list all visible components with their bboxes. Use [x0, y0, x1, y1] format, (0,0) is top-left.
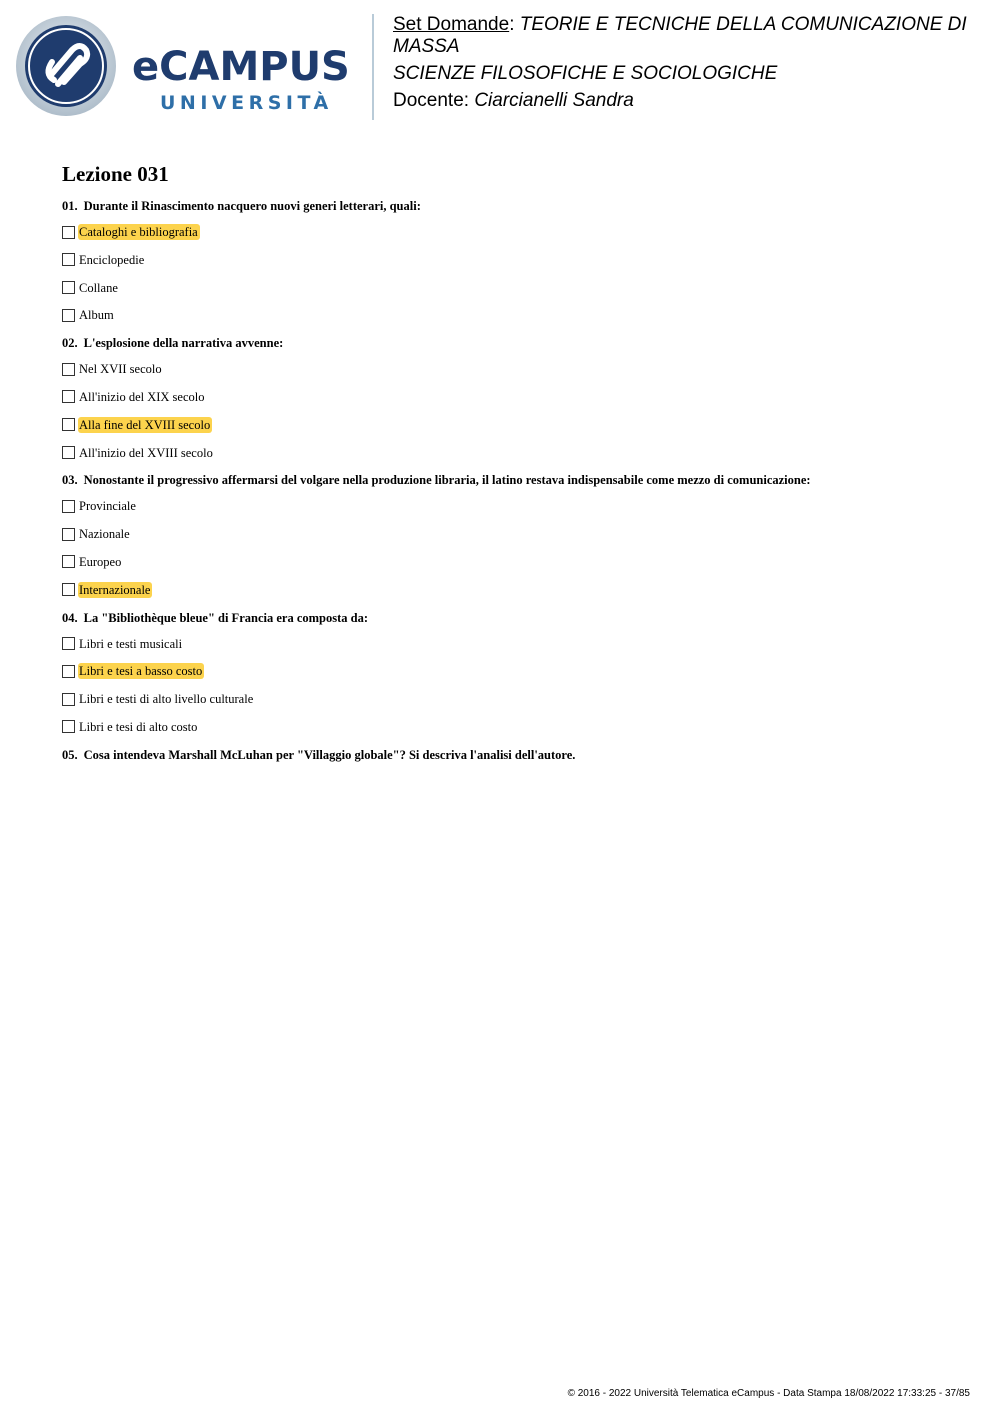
- answer-checkbox[interactable]: [62, 500, 75, 513]
- question-prompt: Durante il Rinascimento nacquero nuovi generi letterari, quali:: [83, 199, 421, 213]
- answer-checkbox[interactable]: [62, 693, 75, 706]
- question-text: [62, 472, 962, 488]
- answer-option[interactable]: [62, 498, 962, 514]
- answer-label: Enciclopedie: [79, 252, 145, 267]
- answer-checkbox[interactable]: [62, 555, 75, 568]
- set-domande-colon: :: [509, 14, 515, 35]
- ecampus-logo: [14, 14, 359, 118]
- answer-checkbox[interactable]: [62, 528, 75, 541]
- lesson-content: [62, 160, 962, 773]
- faculty-name: SCIENZE FILOSOFICHE E SOCIOLOGICHE: [393, 63, 778, 84]
- question-prompt: Nonostante il progressivo affermarsi del volgare nella produzione libraria, il latino restava indispensabile come mezzo di comunicazione:: [83, 473, 811, 488]
- answer-checkbox[interactable]: [62, 665, 75, 678]
- answer-option[interactable]: [62, 636, 962, 652]
- question-prompt: L'esplosione della narrativa avvenne:: [83, 336, 284, 351]
- answer-option[interactable]: [62, 224, 962, 240]
- docente-name: Ciarcianelli Sandra: [474, 90, 634, 111]
- answer-label-highlighted: Alla fine del XVIII secolo: [79, 417, 211, 432]
- answer-label: Europeo: [79, 554, 122, 569]
- course-info: [393, 14, 983, 117]
- question-prompt: La "Bibliothèque bleue" di Francia era composta da:: [83, 610, 368, 625]
- answer-option[interactable]: [62, 417, 962, 433]
- answer-option[interactable]: [62, 582, 962, 598]
- answer-label: Collane: [79, 280, 118, 295]
- answer-label: Provinciale: [79, 499, 136, 514]
- answer-checkbox[interactable]: [62, 583, 75, 596]
- answer-label-highlighted: Cataloghi e bibliografia: [79, 225, 198, 239]
- docente-line: [393, 90, 983, 112]
- question-number: 01.: [62, 199, 78, 213]
- answer-option[interactable]: [62, 280, 962, 296]
- answer-label: Album: [79, 308, 114, 323]
- answer-option[interactable]: [62, 445, 962, 461]
- course-title: TEORIE E TECNICHE DELLA COMUNICAZIONE DI MASSA: [393, 14, 967, 57]
- answer-option[interactable]: [62, 554, 962, 570]
- answer-label: Libri e tesi di alto costo: [79, 719, 198, 734]
- docente-label: Docente:: [393, 90, 470, 111]
- answer-checkbox[interactable]: [62, 418, 75, 431]
- answer-label: Nazionale: [79, 527, 130, 542]
- page-header: [0, 0, 1000, 130]
- header-divider: [372, 14, 374, 120]
- answer-option[interactable]: [62, 307, 962, 323]
- course-title-line: [393, 14, 983, 58]
- answer-label: Nel XVII secolo: [79, 362, 162, 377]
- question-number: 02.: [62, 336, 78, 351]
- answer-option[interactable]: [62, 361, 962, 377]
- answer-label-highlighted: Libri e tesi a basso costo: [79, 664, 203, 679]
- answer-checkbox[interactable]: [62, 390, 75, 403]
- answer-checkbox[interactable]: [62, 309, 75, 322]
- question-3: [62, 472, 962, 597]
- answer-checkbox[interactable]: [62, 253, 75, 266]
- question-text: [62, 610, 962, 626]
- answer-checkbox[interactable]: [62, 363, 75, 376]
- answer-option[interactable]: [62, 389, 962, 405]
- question-number: 04.: [62, 610, 78, 625]
- answer-label: Libri e testi musicali: [79, 636, 183, 651]
- answer-option[interactable]: [62, 252, 962, 268]
- answer-label: All'inizio del XVIII secolo: [79, 445, 213, 460]
- question-prompt: Cosa intendeva Marshall McLuhan per "Villaggio globale"? Si descriva l'analisi dell'autore.: [83, 747, 576, 762]
- question-2: [62, 335, 962, 460]
- question-text: [62, 747, 962, 763]
- question-4: [62, 610, 962, 735]
- faculty-line: [393, 63, 983, 85]
- answer-label: All'inizio del XIX secolo: [79, 389, 205, 404]
- question-5: [62, 747, 962, 763]
- answer-checkbox[interactable]: [62, 637, 75, 650]
- logo-subtitle-text: UNIVERSITÀ: [160, 92, 333, 114]
- question-number: 05.: [62, 747, 78, 762]
- answer-option[interactable]: [62, 526, 962, 542]
- logo-brand-text: eCAMPUS: [132, 44, 350, 90]
- answer-checkbox[interactable]: [62, 446, 75, 459]
- set-domande-label: Set Domande: [393, 14, 510, 35]
- question-list: [62, 198, 962, 763]
- question-text: [62, 335, 962, 351]
- question-number: 03.: [62, 473, 78, 488]
- answer-checkbox[interactable]: [62, 226, 75, 239]
- answer-checkbox[interactable]: [62, 720, 75, 733]
- question-1: [62, 198, 962, 323]
- answer-option[interactable]: [62, 719, 962, 735]
- answer-label: Libri e testi di alto livello culturale: [79, 692, 254, 707]
- answer-checkbox[interactable]: [62, 281, 75, 294]
- lesson-title: Lezione 031: [62, 162, 169, 186]
- question-text: [62, 198, 962, 214]
- answer-option[interactable]: [62, 691, 962, 707]
- answer-option[interactable]: [62, 663, 962, 679]
- page-footer: © 2016 - 2022 Università Telematica eCampus - Data Stampa 18/08/2022 17:33:25 - 37/85: [567, 1388, 970, 1399]
- answer-label-highlighted: Internazionale: [79, 582, 151, 597]
